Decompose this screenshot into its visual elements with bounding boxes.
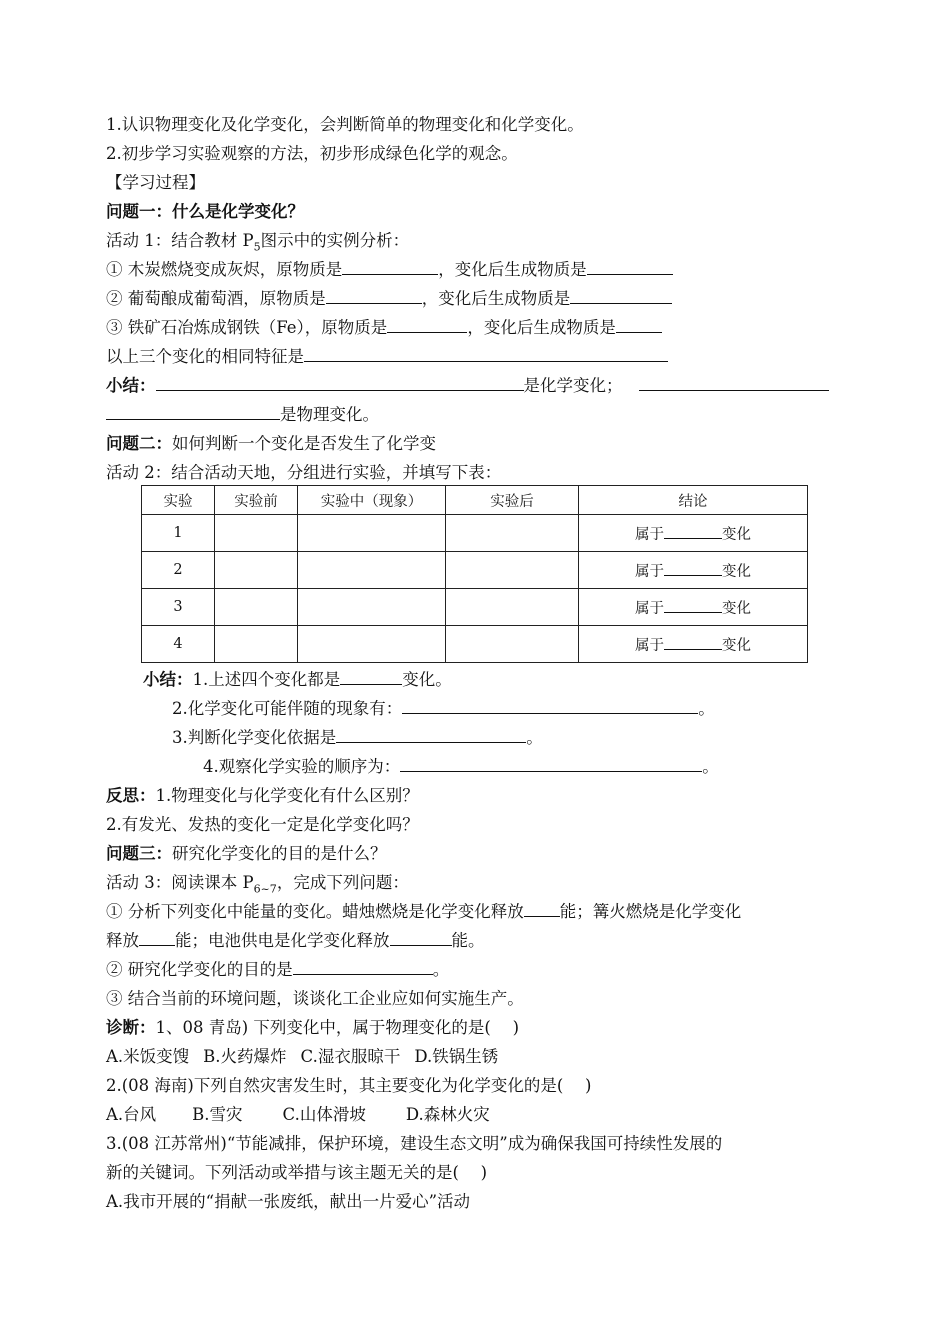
q1-item-1-a: ① 木炭燃烧变成灰烬，原物质是	[106, 260, 343, 279]
option-c[interactable]: C.山体滑坡	[282, 1105, 366, 1124]
reflection-2: 2.有发光、发热的变化一定是化学变化吗？	[106, 815, 419, 834]
q1-activity-text: 活动 1：结合教材 P	[106, 231, 254, 250]
answer-blank[interactable]	[664, 635, 722, 650]
q3-activity-tail: ，完成下列问题：	[276, 873, 409, 892]
header-after: 实验后	[446, 486, 579, 515]
q3-title-text: 研究化学变化的目的是什么？	[172, 844, 387, 863]
header-conclusion: 结论	[579, 486, 808, 515]
q2-summary-3-text: 3.判断化学变化依据是	[172, 728, 337, 747]
q1-item-3-b: ，变化后生成物质是	[467, 318, 616, 337]
answer-blank[interactable]	[664, 598, 722, 613]
row-number: 3	[142, 589, 215, 626]
cell-conclusion	[579, 589, 808, 626]
q2-summary-4-text: 4.观察化学实验的顺序为：	[203, 757, 401, 776]
header-during: 实验中（现象）	[298, 486, 446, 515]
objective-1: 1.认识物理变化及化学变化，会判断简单的物理变化和化学变化。	[106, 115, 584, 134]
answer-blank[interactable]	[326, 286, 422, 304]
q1-item-2-a: ② 葡萄酿成葡萄酒，原物质是	[106, 289, 326, 308]
q3-line-3a: ② 研究化学变化的目的是	[106, 960, 293, 979]
q3-activity-text: 活动 3：阅读课本 P	[106, 873, 254, 892]
q3-line-2c: 能。	[451, 931, 485, 950]
option-d[interactable]: D.森林火灾	[405, 1105, 490, 1124]
answer-blank[interactable]	[524, 899, 560, 917]
conclusion-post: 变化	[722, 563, 751, 580]
option-b[interactable]: B.火药爆炸	[203, 1047, 287, 1066]
option-a[interactable]: A.米饭变馊	[106, 1047, 190, 1066]
q2-summary-3	[172, 724, 543, 752]
reflection-label: 反思：	[106, 786, 156, 805]
cell-during[interactable]	[298, 552, 446, 589]
answer-blank[interactable]	[402, 696, 698, 714]
q2-title-text: 如何判断一个变化是否发生了化学变	[172, 434, 436, 453]
table-header-row	[142, 486, 808, 515]
answer-blank[interactable]	[304, 344, 668, 362]
option-a[interactable]: A.台风	[106, 1105, 157, 1124]
cell-before[interactable]	[215, 589, 298, 626]
answer-blank[interactable]	[336, 725, 526, 743]
q2-summary-2-end: 。	[698, 699, 715, 718]
experiment-table	[141, 485, 808, 663]
answer-blank[interactable]	[390, 928, 452, 946]
q1-activity-sub: 5	[253, 240, 261, 254]
cell-conclusion	[579, 552, 808, 589]
cell-after[interactable]	[446, 626, 579, 663]
answer-blank[interactable]	[587, 257, 673, 275]
conclusion-pre: 属于	[635, 637, 664, 654]
diagnosis-q3-line-2: 新的关键词。下列活动或举措与该主题无关的是( )	[106, 1163, 488, 1182]
process-heading: 【学习过程】	[106, 173, 205, 192]
q2-title-label: 问题二：	[106, 434, 172, 453]
table-row	[142, 515, 808, 552]
q1-item-3	[106, 314, 662, 342]
conclusion-pre: 属于	[635, 526, 664, 543]
q2-summary-4	[203, 753, 719, 781]
cell-after[interactable]	[446, 515, 579, 552]
answer-blank[interactable]	[400, 754, 702, 772]
conclusion-post: 变化	[722, 600, 751, 617]
q1-item-3-a: ③ 铁矿石冶炼成钢铁（Fe），原物质是	[106, 318, 388, 337]
row-number: 2	[142, 552, 215, 589]
q2-summary-label: 小结：	[143, 670, 193, 689]
q2-summary-2-text: 2.化学变化可能伴随的现象有：	[172, 699, 403, 718]
header-before: 实验前	[215, 486, 298, 515]
cell-before[interactable]	[215, 626, 298, 663]
q3-line-1	[106, 898, 741, 926]
q2-summary-1	[143, 666, 452, 694]
diagnosis-label: 诊断：	[106, 1018, 156, 1037]
objective-2: 2.初步学习实验观察的方法，初步形成绿色化学的观念。	[106, 144, 518, 163]
conclusion-post: 变化	[722, 637, 751, 654]
option-b[interactable]: B.雪灾	[192, 1105, 243, 1124]
diagnosis-q2-options	[106, 1101, 490, 1129]
answer-blank[interactable]	[664, 524, 722, 539]
cell-after[interactable]	[446, 552, 579, 589]
cell-during[interactable]	[298, 626, 446, 663]
q2-summary-4-end: 。	[702, 757, 719, 776]
answer-blank[interactable]	[139, 928, 175, 946]
answer-blank[interactable]	[570, 286, 672, 304]
diagnosis-q3-option-a[interactable]: A.我市开展的“捐献一张废纸，献出一片爱心”活动	[106, 1192, 471, 1211]
cell-after[interactable]	[446, 589, 579, 626]
answer-blank[interactable]	[616, 315, 662, 333]
q2-summary-1a: 1.上述四个变化都是	[192, 670, 341, 689]
row-number: 1	[142, 515, 215, 552]
q3-line-2b: 能；电池供电是化学变化释放	[175, 931, 390, 950]
q1-summary-chem: 是化学变化；	[523, 376, 623, 395]
q1-summary-phys: 是物理变化。	[280, 405, 379, 424]
q3-title-label: 问题三：	[106, 844, 172, 863]
cell-conclusion	[579, 626, 808, 663]
q3-line-2	[106, 927, 485, 955]
q2-summary-2	[172, 695, 715, 723]
q3-title	[106, 840, 387, 868]
option-c[interactable]: C.湿衣服晾干	[300, 1047, 401, 1066]
row-number: 4	[142, 626, 215, 663]
q1-item-2	[106, 285, 672, 313]
q1-activity-tail: 图示中的实例分析：	[260, 231, 410, 250]
q3-line-1b: 能；篝火燃烧是化学变化	[559, 902, 742, 921]
q1-common-feature	[106, 343, 668, 371]
q2-title	[106, 430, 436, 458]
diagnosis-q3-line-1: 3.(08 江苏常州)“节能减排，保护环境，建设生态文明”成为确保我国可持续性发展的	[106, 1134, 723, 1153]
q2-summary-1b: 变化。	[402, 670, 452, 689]
cell-during[interactable]	[298, 589, 446, 626]
option-d[interactable]: D.铁锅生锈	[414, 1047, 499, 1066]
q2-activity: 活动 2：结合活动天地，分组进行实验，并填写下表：	[106, 463, 502, 482]
answer-blank[interactable]	[340, 667, 402, 685]
cell-during[interactable]	[298, 515, 446, 552]
diagnosis-q1-options	[106, 1043, 498, 1071]
cell-before[interactable]	[215, 515, 298, 552]
q3-line-2a: 释放	[106, 931, 139, 950]
reflection-1-text: 1.物理变化与化学变化有什么区别？	[155, 786, 419, 805]
diagnosis-q2: 2.(08 海南)下列自然灾害发生时，其主要变化为化学变化的是( )	[106, 1076, 592, 1095]
conclusion-pre: 属于	[635, 563, 664, 580]
q3-line-3	[106, 956, 449, 984]
cell-conclusion	[579, 515, 808, 552]
q3-activity-sub: 6~7	[253, 882, 277, 896]
answer-blank[interactable]	[156, 373, 524, 391]
table-row	[142, 626, 808, 663]
q1-item-2-b: ，变化后生成物质是	[421, 289, 571, 308]
answer-blank[interactable]	[664, 561, 722, 576]
q2-summary-3-end: 。	[526, 728, 543, 747]
q3-line-3b: 。	[432, 960, 450, 979]
diagnosis-q1-text: 1、08 青岛) 下列变化中，属于物理变化的是( )	[155, 1018, 520, 1037]
q1-common-label: 以上三个变化的相同特征是	[106, 347, 304, 366]
q3-line-1a: ① 分析下列变化中能量的变化。蜡烛燃烧是化学变化释放	[106, 902, 524, 921]
answer-blank[interactable]	[106, 402, 280, 420]
answer-blank[interactable]	[387, 315, 467, 333]
q1-item-1	[106, 256, 673, 284]
q1-summary	[106, 372, 829, 400]
q1-summary-label: 小结：	[106, 376, 156, 395]
cell-before[interactable]	[215, 552, 298, 589]
answer-blank[interactable]	[293, 957, 433, 975]
table-row	[142, 552, 808, 589]
conclusion-pre: 属于	[635, 600, 664, 617]
header-experiment: 实验	[142, 486, 215, 515]
diagnosis-q1	[106, 1014, 519, 1042]
answer-blank[interactable]	[639, 373, 829, 391]
q1-item-1-b: ，变化后生成物质是	[438, 260, 587, 279]
reflection-1	[106, 782, 419, 810]
q3-line-4: ③ 结合当前的环境问题，谈谈化工企业应如何实施生产。	[106, 989, 524, 1008]
answer-blank[interactable]	[342, 257, 438, 275]
q1-title: 问题一：什么是化学变化？	[106, 202, 304, 221]
table-row	[142, 589, 808, 626]
conclusion-post: 变化	[722, 526, 751, 543]
q1-summary-2	[106, 401, 379, 429]
